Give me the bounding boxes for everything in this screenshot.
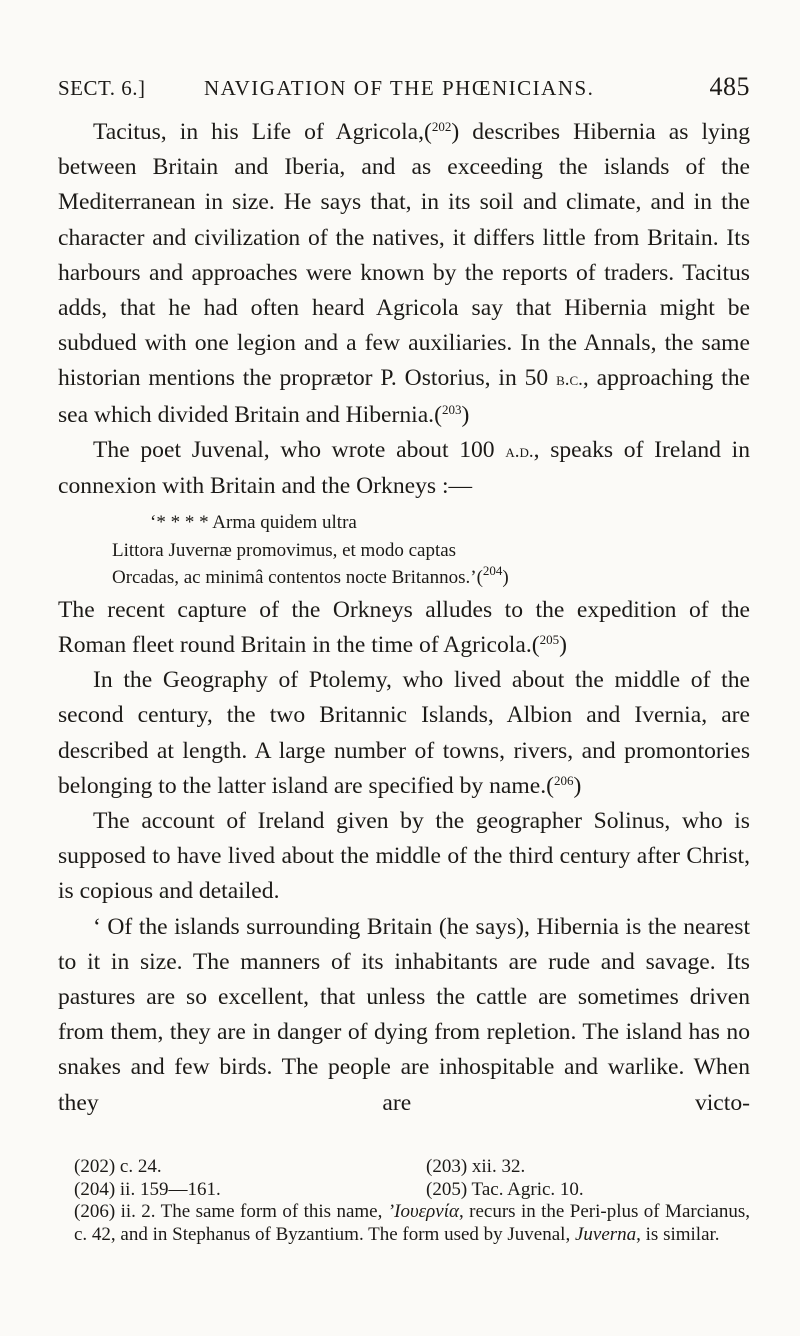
footnote-206: (206) ii. 2. The same form of this name, ’Ιουερνία, recurs in the Peri-plus of Marcianus, c. 42, and in Stephanus of Byzantium. The form used by Juvenal, Juverna, is similar. bbox=[74, 1201, 750, 1245]
verse-line: Orcadas, ac minimâ contentos nocte Britannos.’($^{204}$) bbox=[112, 563, 509, 589]
verse-quotation bbox=[58, 504, 750, 593]
footnote-ref-202: 202 bbox=[431, 119, 452, 134]
paragraph-tacitus: Tacitus, in his Life of Agricola,($^{202}$) describes Hibernia as lying between Britain and Iberia, and as exceeding the islands of the Mediterranean in size. He says that, in its soil and climate, and in the character and civilization of the natives, it differs little from Britain. Its harbours and approaches were known by the reports of traders. Tacitus adds, that he had often heard Agricola say that Hibernia might be subdued with one legion and a few auxiliaries. In the Annals, the same historian mentions the proprætor P. Ostorius, in 50 b.c., approaching the sea which divided Britain and Hibernia.($^{203}$) bbox=[58, 119, 750, 428]
page-number: 485 bbox=[709, 72, 750, 101]
footnote-203: (203) xii. 32. bbox=[426, 1156, 526, 1177]
main-text bbox=[58, 115, 750, 1121]
footnote-202: (202) c. 24. bbox=[74, 1156, 162, 1177]
footnote-ref-205: 205 bbox=[539, 631, 560, 647]
footnote-204: (204) ii. 159—161. bbox=[74, 1178, 221, 1200]
footnote-ref-206: 206 bbox=[553, 772, 574, 788]
running-title: NAVIGATION OF THE PHŒNICIANS. bbox=[204, 76, 595, 100]
footnote-ref-204: 204 bbox=[482, 563, 503, 579]
verse-line: Littora Juvernæ promovimus, et modo captas bbox=[112, 539, 457, 561]
paragraph-ptolemy: In the Geography of Ptolemy, who lived about the middle of the second century, the two Britannic Islands, Albion and Ivernia, are described at length. A large number of towns, rivers, and promontories belonging to the latter island are specified by name.($^{206}$) bbox=[58, 667, 750, 799]
verse-line: ‘* * * * Arma quidem ultra bbox=[150, 512, 357, 534]
paragraph-orkneys: The recent capture of the Orkneys alludes to the expedition of the Roman fleet round Britain in the time of Agricola.($^{205}$) bbox=[58, 596, 750, 658]
paragraph-solinus-quote: ‘ Of the islands surrounding Britain (he says), Hibernia is the nearest to it in size. The manners of its inhabitants are rude and savage. Its pastures are so excellent, that unless the cattle are sometimes driven from them, they are in danger of dying from repletion. The island has no snakes and few birds. The people are inhospitable and warlike. When they are victo- bbox=[58, 913, 750, 1116]
footnote-ref-203: 203 bbox=[441, 401, 462, 417]
paragraph-juvenal: The poet Juvenal, who wrote about 100 a.d., speaks of Ireland in connexion with Britain and the Orkneys :— bbox=[58, 436, 750, 500]
footnotes bbox=[74, 1156, 750, 1246]
running-header bbox=[58, 72, 750, 106]
section-label: SECT. 6.] bbox=[58, 76, 146, 100]
footnote-205: (205) Tac. Agric. 10. bbox=[426, 1178, 584, 1200]
paragraph-solinus: The account of Ireland given by the geographer Solinus, who is supposed to have lived about the middle of the third century after Christ, is copious and detailed. bbox=[58, 807, 750, 905]
